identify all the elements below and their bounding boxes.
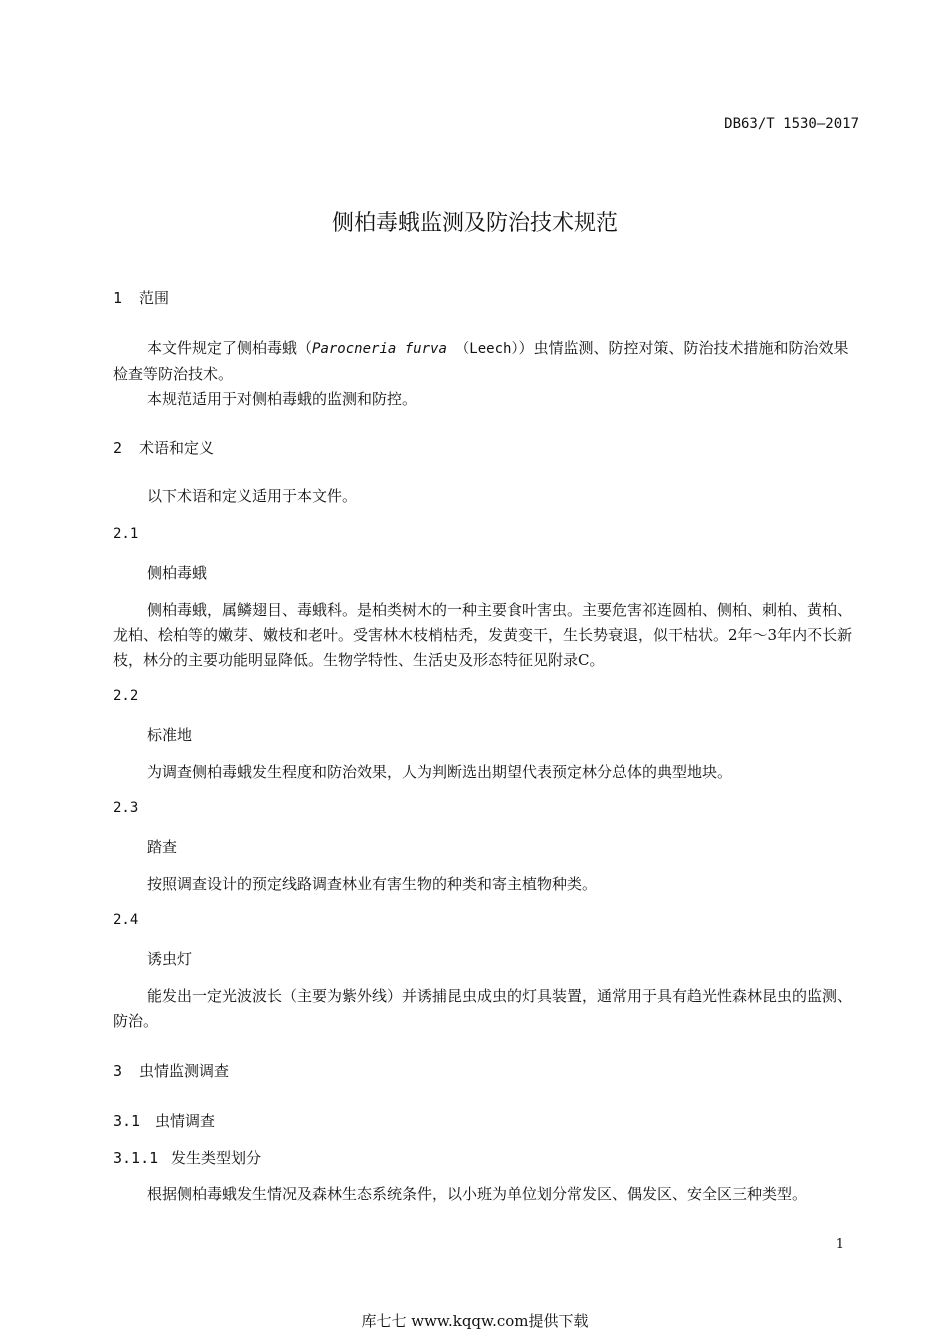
document-title: 侧柏毒蛾监测及防治技术规范 <box>331 211 618 236</box>
paragraph: 侧柏毒蛾，属鳞翅目、毒蛾科。是柏类树木的一种主要食叶害虫。主要危害祁连圆柏、侧柏、刺柏、黄柏、龙柏、桧柏等的嫩芽、嫩枝和老叶。受害林木枝梢枯秃，发黄变干，生长势衰退，似干枯状。2年～3年内不长新枝，林分的主要功能明显降低。生物学特性、生活史及形态特征见附录C。 <box>113 601 853 669</box>
term-title: 诱虫灯 <box>147 950 193 968</box>
term-number: 2.3 <box>113 800 139 816</box>
page-number: 1 <box>835 1237 844 1252</box>
section-3-heading <box>113 1060 229 1081</box>
download-footer: 库七七 www.kqqw.com提供下载 <box>361 1312 589 1330</box>
text-run: ）虫情监测、防控对策、防治技术措施和防治效果检查等防治技术。 <box>113 339 849 383</box>
paragraph <box>113 336 861 387</box>
section-title: 范围 <box>139 289 170 307</box>
section-number: 3.1 <box>113 1112 141 1130</box>
section-1-heading <box>113 287 169 308</box>
section-title: 术语和定义 <box>139 439 215 457</box>
term-number: 2.4 <box>113 912 139 928</box>
section-2-heading <box>113 437 214 458</box>
term-number: 2.2 <box>113 688 139 704</box>
subsection-3-1-heading <box>113 1110 215 1131</box>
standard-code: DB63/T 1530—2017 <box>724 116 859 132</box>
paragraph: 按照调查设计的预定线路调查林业有害生物的种类和寄主植物种类。 <box>147 875 598 893</box>
section-number: 1 <box>113 289 123 307</box>
section-title: 发生类型划分 <box>171 1149 262 1167</box>
term-definition <box>113 984 861 1034</box>
subsection-3-1-1-body <box>113 1182 861 1207</box>
term-definition <box>113 598 861 673</box>
section-number: 3 <box>113 1062 123 1080</box>
term-definition <box>113 872 861 897</box>
subsection-3-1-1-heading <box>113 1147 261 1168</box>
species-latin: Parocneria furva <box>312 341 447 357</box>
term-title: 踏查 <box>147 838 178 856</box>
section-number: 2 <box>113 439 123 457</box>
term-definition <box>113 760 861 785</box>
section-2-intro <box>113 484 861 509</box>
paragraph: 能发出一定光波波长（主要为紫外线）并诱捕昆虫成虫的灯具装置，通常用于具有趋光性森林昆虫的监测、防治。 <box>113 987 853 1030</box>
term-title: 标准地 <box>147 726 193 744</box>
species-author: （Leech） <box>446 341 519 357</box>
text-run: 本文件规定了侧柏毒蛾（ <box>147 339 313 357</box>
term-number: 2.1 <box>113 526 139 542</box>
paragraph: 以下术语和定义适用于本文件。 <box>147 487 358 505</box>
section-number: 3.1.1 <box>113 1149 159 1167</box>
section-1-body <box>113 336 861 412</box>
section-title: 虫情调查 <box>155 1112 216 1130</box>
species-name <box>312 341 518 357</box>
paragraph: 本规范适用于对侧柏毒蛾的监测和防控。 <box>147 390 418 408</box>
term-title: 侧柏毒蛾 <box>147 564 208 582</box>
section-title: 虫情监测调查 <box>139 1062 230 1080</box>
paragraph: 根据侧柏毒蛾发生情况及森林生态系统条件，以小班为单位划分常发区、偶发区、安全区三种类型。 <box>147 1185 808 1203</box>
paragraph: 为调查侧柏毒蛾发生程度和防治效果，人为判断选出期望代表预定林分总体的典型地块。 <box>147 763 733 781</box>
